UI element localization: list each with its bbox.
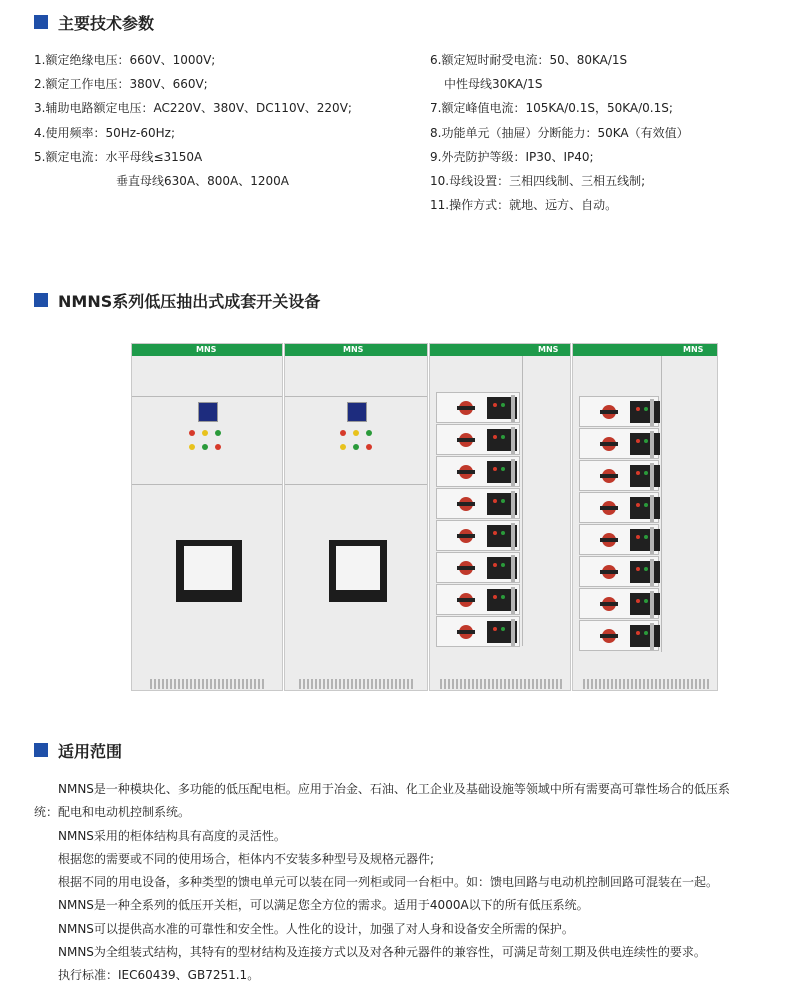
indicator-lamp-icon	[202, 444, 208, 450]
param-line: 中性母线30KA/1S	[444, 77, 543, 92]
rotary-handle-icon	[602, 533, 616, 547]
rotary-handle-icon	[602, 405, 616, 419]
drawer-panel	[630, 625, 660, 647]
section-heading-params	[34, 12, 154, 32]
indicator-lamp-icon	[366, 444, 372, 450]
drawer-unit	[579, 396, 659, 427]
param-line: 3.辅助电路额定电压：AC220V、380V、DC110V、220V;	[34, 101, 352, 116]
drawer-unit	[436, 488, 520, 519]
drawer-unit	[436, 520, 520, 551]
drawer-panel	[630, 529, 660, 551]
indicator-lamp-icon	[189, 444, 195, 450]
drawer-panel	[630, 561, 660, 583]
switchgear-photo	[131, 343, 718, 693]
rotary-handle-icon	[602, 501, 616, 515]
heading-square-icon	[34, 293, 48, 307]
drawer-panel	[630, 497, 660, 519]
cabinet-incoming-1	[131, 343, 283, 691]
cabinet-label: MNS	[196, 345, 217, 354]
param-line: 5.额定电流：水平母线≤3150A	[34, 149, 203, 164]
param-line: 垂直母线630A、800A、1200A	[116, 173, 289, 188]
drawer-panel	[630, 401, 660, 423]
rotary-handle-icon	[602, 565, 616, 579]
paragraph-line: NMNS采用的柜体结构具有高度的灵活性。	[58, 828, 286, 843]
indicator-lamp-icon	[353, 444, 359, 450]
rotary-handle-icon	[459, 593, 473, 607]
paragraph-line: NMNS是一种模块化、多功能的低压配电柜。应用于冶金、石油、化工企业及基础设施等领域中所有需要高可靠性场合的低压系	[58, 782, 730, 796]
rotary-handle-icon	[459, 625, 473, 639]
cabinet-drawer-3	[429, 343, 571, 691]
param-line: 1.额定绝缘电压：660V、1000V;	[34, 53, 216, 67]
cabinet-incoming-2	[284, 343, 428, 691]
rotary-handle-icon	[602, 629, 616, 643]
meter-icon	[347, 402, 367, 422]
panel-divider	[285, 484, 427, 485]
paragraph-line: NMNS为全组装式结构，其特有的型材结构及连接方式以及对各种元器件的兼容性，可满足苛刻工期及供电连续性的要求。	[58, 945, 706, 960]
paragraph-line: 根据您的需要或不同的使用场合，柜体内不安装多种型号及规格元器件;	[58, 851, 435, 866]
section-title: 主要技术参数	[58, 13, 155, 33]
paragraph-line: 根据不同的用电设备，多种类型的馈电单元可以装在同一列柜或同一台柜中。如：馈电回路与电动机控制回路可混装在一起。	[58, 875, 719, 890]
meter-icon	[198, 402, 218, 422]
rotary-handle-icon	[602, 597, 616, 611]
breaker-window	[329, 540, 387, 602]
breaker-window	[176, 540, 242, 602]
cabinet-label: MNS	[683, 345, 704, 354]
drawer-unit	[579, 460, 659, 491]
paragraph-line: 统：配电和电动机控制系统。	[34, 805, 191, 820]
cabinet-drawer-4	[572, 343, 718, 691]
rotary-handle-icon	[602, 437, 616, 451]
drawer-unit	[579, 556, 659, 587]
drawer-unit	[579, 492, 659, 523]
section-heading-scope	[34, 740, 122, 760]
params-left-column	[34, 48, 352, 193]
param-line: 8.功能单元（抽屉）分断能力：50KA（有效值）	[430, 125, 689, 140]
scope-text	[34, 778, 794, 988]
drawer-unit	[579, 524, 659, 555]
drawer-panel	[630, 465, 660, 487]
param-line: 2.额定工作电压：380V、660V;	[34, 77, 208, 92]
louver-vent	[583, 679, 709, 689]
drawer-unit	[579, 620, 659, 651]
drawer-unit	[436, 456, 520, 487]
drawer-unit	[579, 588, 659, 619]
indicator-lamp-icon	[340, 430, 346, 436]
indicator-lamp-icon	[189, 430, 195, 436]
rotary-handle-icon	[459, 401, 473, 415]
drawer-unit	[436, 584, 520, 615]
drawer-unit	[579, 428, 659, 459]
heading-square-icon	[34, 15, 48, 29]
param-line: 6.额定短时耐受电流：50、80KA/1S	[430, 53, 628, 67]
panel-divider	[132, 484, 282, 485]
cabinet-label: MNS	[343, 345, 364, 354]
panel-divider	[522, 356, 523, 646]
indicator-lamp-icon	[340, 444, 346, 450]
param-line: 7.额定峰值电流：105KA/0.1S，50KA/0.1S;	[430, 101, 673, 116]
louver-vent	[440, 679, 564, 689]
drawer-panel	[630, 433, 660, 455]
param-line: 10.母线设置：三相四线制、三相五线制;	[430, 173, 646, 188]
breaker-panel	[184, 546, 232, 590]
drawer-panel	[630, 593, 660, 615]
indicator-lamp-icon	[353, 430, 359, 436]
drawer-unit	[436, 616, 520, 647]
section-title: NMNS系列低压抽出式成套开关设备	[58, 291, 321, 311]
param-line: 9.外壳防护等级：IP30、IP40;	[430, 149, 594, 164]
panel-divider	[661, 356, 662, 652]
param-line: 4.使用频率：50Hz-60Hz;	[34, 125, 176, 140]
rotary-handle-icon	[459, 561, 473, 575]
rotary-handle-icon	[602, 469, 616, 483]
indicator-lamp-icon	[366, 430, 372, 436]
panel-divider	[285, 396, 427, 397]
indicator-lamp-icon	[215, 444, 221, 450]
paragraph-line: NMNS可以提供高水准的可靠性和安全性。人性化的设计，加强了对人身和设备安全所需的保护。	[58, 921, 574, 936]
drawer-unit	[436, 552, 520, 583]
indicator-lamp-icon	[202, 430, 208, 436]
section-heading-product	[34, 290, 320, 310]
louver-vent	[150, 679, 266, 689]
drawer-unit	[436, 392, 520, 423]
louver-vent	[299, 679, 415, 689]
heading-square-icon	[34, 743, 48, 757]
section-title: 适用范围	[58, 741, 123, 761]
params-right-column	[430, 48, 689, 217]
rotary-handle-icon	[459, 433, 473, 447]
paragraph-line: 执行标准：IEC60439、GB7251.1。	[58, 968, 260, 983]
drawer-unit	[436, 424, 520, 455]
rotary-handle-icon	[459, 529, 473, 543]
rotary-handle-icon	[459, 497, 473, 511]
indicator-lamp-icon	[215, 430, 221, 436]
panel-divider	[132, 396, 282, 397]
param-line: 11.操作方式：就地、远方、自动。	[430, 198, 618, 213]
cabinet-label: MNS	[538, 345, 559, 354]
paragraph-line: NMNS是一种全系列的低压开关柜，可以满足您全方位的需求。适用于4000A以下的所有低压系统。	[58, 898, 589, 913]
rotary-handle-icon	[459, 465, 473, 479]
breaker-panel	[336, 546, 380, 590]
